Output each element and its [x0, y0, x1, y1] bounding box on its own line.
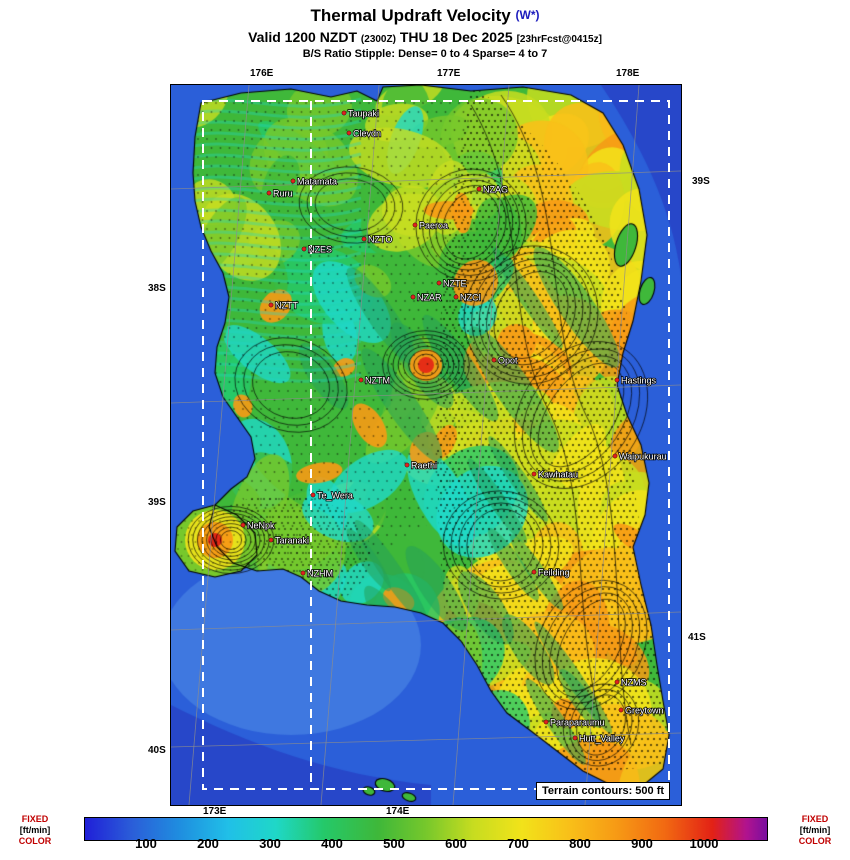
place-label: Paeroa	[419, 220, 449, 231]
place-dot	[405, 463, 409, 467]
terrain-contour-note: Terrain contours: 500 ft	[536, 782, 670, 800]
place-label: NZTM	[365, 375, 390, 386]
place-label: Ruru	[273, 188, 293, 199]
place-label: Opot	[498, 355, 518, 366]
forecast-stamp: [23hrFcst@0415z]	[516, 34, 602, 45]
colorbar-left-units: [ft/min]	[19, 825, 51, 835]
place-label: NZMS	[621, 677, 647, 688]
place-dot	[411, 295, 415, 299]
place-dot	[615, 378, 619, 382]
map-place-marker[interactable]	[492, 356, 518, 366]
place-dot	[492, 358, 496, 362]
colorbar-tick: 800	[569, 836, 591, 851]
colorbar-right-label	[784, 814, 846, 847]
map-place-marker[interactable]	[405, 461, 437, 471]
map-place-marker[interactable]	[302, 245, 332, 255]
place-label: NZTE	[443, 278, 467, 289]
map-place-marker[interactable]	[413, 221, 448, 231]
place-label: Taupaki	[348, 108, 380, 119]
colorbar-tick: 1000	[689, 836, 719, 851]
place-label: Feilding	[538, 567, 570, 578]
place-dot	[269, 303, 273, 307]
place-label: NZHM	[307, 568, 333, 579]
lat-label-38s: 38S	[148, 283, 166, 294]
place-dot	[342, 111, 346, 115]
lon-label-176e: 176E	[250, 68, 274, 79]
place-dot	[311, 493, 315, 497]
header-block	[0, 0, 850, 60]
place-label: NZCI	[460, 292, 481, 303]
title-units: (W*)	[515, 8, 540, 22]
page-title: Thermal Updraft Velocity (W*)	[310, 6, 540, 25]
lat-label-39s-right: 39S	[692, 176, 710, 187]
place-label: Greytown	[625, 705, 664, 716]
map-place-marker[interactable]	[359, 376, 390, 386]
lon-label-173e: 173E	[203, 806, 227, 817]
colorbar-right-color: COLOR	[798, 836, 832, 846]
place-dot	[454, 295, 458, 299]
colorbar-tick: 300	[259, 836, 281, 851]
place-dot	[437, 281, 441, 285]
map-place-marker[interactable]	[311, 491, 353, 501]
colorbar-left-label	[4, 814, 66, 847]
map-place-marker[interactable]	[619, 706, 664, 716]
map-place-marker[interactable]	[291, 177, 337, 187]
place-label: Clevdn	[353, 128, 382, 139]
place-dot	[267, 191, 271, 195]
colorbar-right-fixed: FIXED	[801, 814, 829, 824]
place-label: Waipukurau	[619, 451, 667, 462]
map-place-marker[interactable]	[613, 452, 667, 462]
place-dot	[613, 454, 617, 458]
colorbar-left-fixed: FIXED	[21, 814, 49, 824]
map-place-marker[interactable]	[347, 129, 381, 139]
place-dot	[477, 187, 481, 191]
place-label: NeNpk	[247, 520, 275, 531]
map-place-marker[interactable]	[411, 293, 442, 303]
place-label: Hutt_Valley	[579, 733, 625, 744]
map-place-marker[interactable]	[241, 521, 275, 531]
place-dot	[532, 570, 536, 574]
place-label: NZTO	[368, 234, 393, 245]
map-place-marker[interactable]	[573, 734, 625, 744]
lon-label-174e: 174E	[386, 806, 410, 817]
valid-zulu: (2300Z)	[360, 34, 396, 45]
map-place-marker[interactable]	[267, 189, 293, 199]
place-dot	[362, 237, 366, 241]
place-dot	[269, 538, 273, 542]
map-place-marker[interactable]	[477, 185, 508, 195]
place-label: Taranaki	[275, 535, 310, 546]
place-label: NZAG	[483, 184, 509, 195]
colorbar-tick: 700	[507, 836, 529, 851]
colorbar-ticks	[84, 836, 766, 856]
colorbar-tick: 900	[631, 836, 653, 851]
place-dot	[302, 247, 306, 251]
place-dot	[347, 131, 351, 135]
lat-label-40s: 40S	[148, 745, 166, 756]
place-label: NZES	[308, 244, 333, 255]
map-place-marker[interactable]	[532, 568, 570, 578]
map-place-marker[interactable]	[615, 376, 657, 386]
place-dot	[544, 720, 548, 724]
colorbar-tick: 200	[197, 836, 219, 851]
lon-label-178e: 178E	[616, 68, 640, 79]
map-place-marker[interactable]	[269, 301, 299, 311]
place-label: Matamata	[297, 176, 338, 187]
place-dot	[413, 223, 417, 227]
colorbar-right-units: [ft/min]	[799, 825, 831, 835]
map-place-marker[interactable]	[454, 293, 481, 303]
place-label: NZTT	[275, 300, 298, 311]
map-place-marker[interactable]	[342, 109, 379, 119]
place-dot	[291, 179, 295, 183]
map-place-marker[interactable]	[301, 569, 333, 579]
colorbar-tick: 500	[383, 836, 405, 851]
place-label: NZAR	[417, 292, 442, 303]
colorbar-tick: 600	[445, 836, 467, 851]
place-label: Te_Wera	[317, 490, 353, 501]
colorbar-tick: 100	[135, 836, 157, 851]
colorbar-row	[0, 812, 850, 858]
lat-label-39s-left: 39S	[148, 497, 166, 508]
map-place-marker[interactable]	[544, 718, 605, 728]
lat-label-41s-right: 41S	[688, 632, 706, 643]
place-dot	[619, 708, 623, 712]
map-place-marker[interactable]	[437, 279, 467, 289]
place-dot	[301, 571, 305, 575]
map-place-marker[interactable]	[532, 470, 578, 480]
map-overlay	[171, 85, 681, 805]
stipple-legend: B/S Ratio Stipple: Dense= 0 to 4 Sparse= 4 to 7	[302, 48, 548, 60]
colorbar-tick: 400	[321, 836, 343, 851]
forecast-map[interactable]	[170, 84, 682, 806]
map-place-marker[interactable]	[615, 678, 647, 688]
colorbar-left-color: COLOR	[18, 836, 52, 846]
place-label: Raethi	[411, 460, 438, 471]
place-label: Hastings	[621, 375, 657, 386]
place-dot	[573, 736, 577, 740]
place-dot	[532, 472, 536, 476]
place-dot	[359, 378, 363, 382]
lon-label-177e: 177E	[437, 68, 461, 79]
valid-line: Valid 1200 NZDT (2300Z) THU 18 Dec 2025 [23hrFcst@0415z]	[248, 29, 602, 45]
place-label: Paraparaumu	[550, 717, 605, 728]
place-dot	[241, 523, 245, 527]
map-place-marker[interactable]	[269, 536, 309, 546]
place-label: Kawhatau	[538, 469, 579, 480]
place-dot	[615, 680, 619, 684]
